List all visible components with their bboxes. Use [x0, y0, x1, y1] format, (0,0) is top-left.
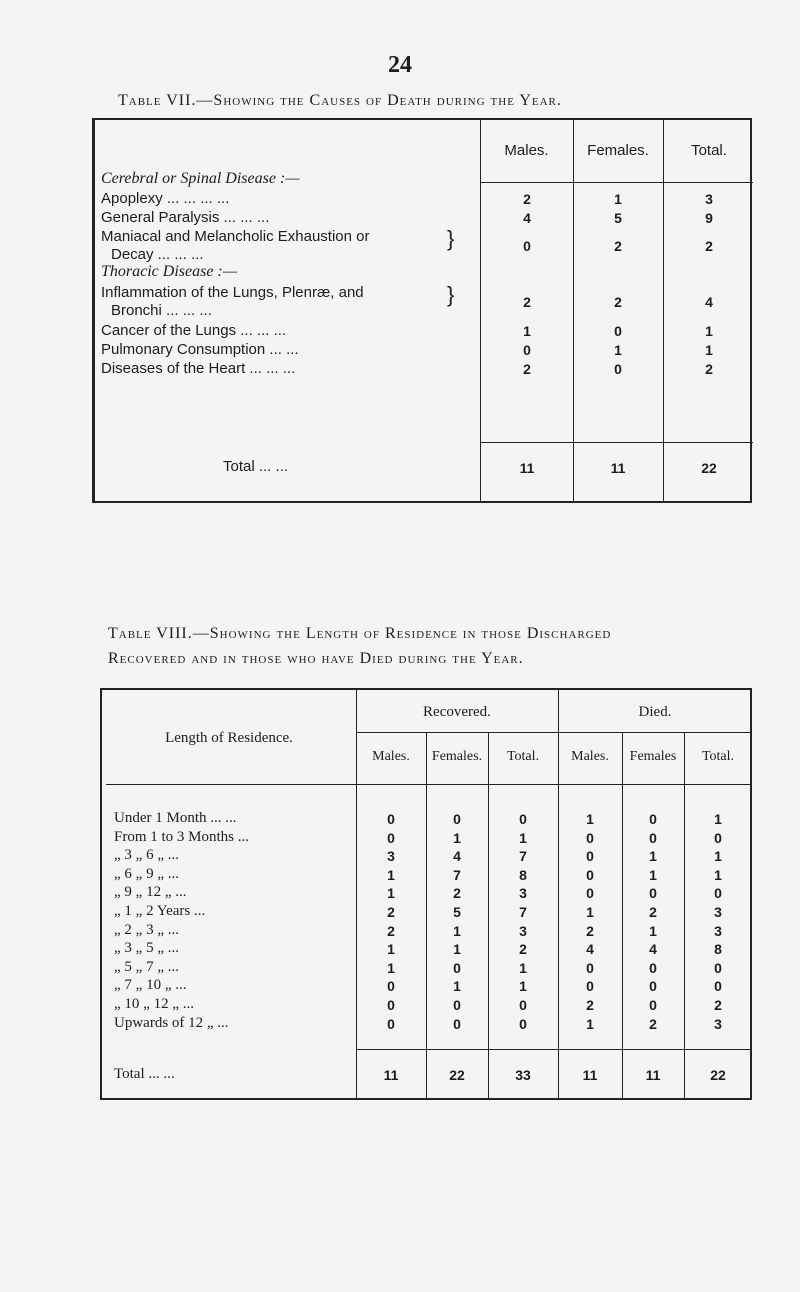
value-males: 4: [523, 210, 531, 226]
subheader-rec-total: Total.: [506, 749, 540, 764]
table8-row-value: 7: [519, 904, 527, 920]
table8-row-value: 2: [387, 922, 395, 939]
value-males: 2: [523, 294, 531, 310]
table8-row-value: 1: [714, 811, 722, 827]
table8-row-value: 0: [586, 885, 594, 902]
table7-header-males: Males.: [504, 142, 549, 159]
table8-row-value: 1: [586, 811, 594, 827]
table8-row-value: 2: [649, 904, 657, 920]
total-males: 11: [519, 460, 535, 476]
table8-row-value: 1: [453, 941, 461, 958]
table8-row-value: 4: [586, 941, 594, 958]
table8-row-label: „ 1 „ 2 Years ...: [114, 903, 206, 919]
table8-row-value: 0: [649, 885, 657, 902]
table8-row-value: 1: [519, 959, 527, 976]
table8-row-value: 1: [519, 829, 527, 846]
table8-row-value: 0: [387, 811, 395, 827]
section-thoracic: Thoracic Disease :—: [101, 263, 237, 280]
table8-row-value: 0: [519, 811, 527, 827]
total-females: 11: [610, 460, 626, 476]
table8-row-value: 1: [586, 1015, 594, 1032]
row-label: Maniacal and Melancholic Exhaustion or: [101, 228, 370, 245]
table8-row-value: 1: [649, 848, 657, 865]
table8-row-label: „ 2 „ 3 „ ...: [114, 921, 179, 938]
table8-title-line1: Table VIII.—Showing the Length of Residence in those Discharged: [108, 625, 612, 642]
table8-row-value: 1: [453, 829, 461, 846]
value-males: 0: [523, 342, 531, 358]
value-females: 5: [614, 210, 622, 226]
table8-row-label: Under 1 Month ... ...: [114, 810, 237, 826]
table8-row-value: 0: [519, 997, 527, 1013]
row-label: General Paralysis ... ... ...: [101, 209, 270, 226]
value-total: 1: [705, 342, 713, 358]
table8-row-value: 7: [519, 848, 527, 865]
row-label: Apoplexy ... ... ... ...: [101, 190, 230, 207]
table8-row-value: 3: [519, 885, 527, 902]
table8-row-value: 3: [714, 904, 722, 920]
value-females: 2: [614, 294, 622, 310]
table8-total-value: 33: [515, 1067, 531, 1083]
value-total: 9: [705, 210, 713, 226]
table8-row-value: 0: [453, 1015, 461, 1032]
page-number: 24: [388, 52, 412, 78]
table8-row-value: 1: [453, 922, 461, 939]
table8-row-value: 7: [453, 866, 461, 883]
table8-row-value: 0: [453, 997, 461, 1013]
subheader-died-males: Males.: [571, 749, 609, 764]
value-females: 0: [614, 361, 622, 377]
table8-row-value: 1: [387, 941, 395, 958]
row-label-cont: Bronchi ... ... ...: [111, 302, 212, 319]
table8-row-value: 0: [387, 997, 395, 1013]
table8-row-value: 1: [387, 866, 395, 883]
table8-row-value: 0: [714, 885, 722, 902]
table7-title: Table VII.—Showing the Causes of Death during the Year.: [118, 92, 562, 109]
table8-row-value: 0: [714, 978, 722, 995]
table8-row-value: 3: [519, 922, 527, 939]
table8-row-value: 4: [649, 941, 657, 958]
value-males: 2: [523, 191, 531, 207]
table8-header-length: Length of Residence.: [165, 730, 293, 746]
table8-total-value: 11: [645, 1067, 661, 1083]
table8-header-recovered: Recovered.: [423, 704, 491, 720]
table8-row-value: 0: [387, 1015, 395, 1032]
table8-row-label: From 1 to 3 Months ...: [114, 828, 250, 845]
table8-row-value: 2: [714, 997, 722, 1013]
table8-row-value: 0: [586, 866, 594, 883]
table8-header-died: Died.: [638, 704, 672, 720]
table7: [92, 118, 752, 503]
table8-row-value: 0: [586, 978, 594, 995]
value-females: 2: [614, 238, 622, 254]
table8-row-value: 0: [387, 978, 395, 995]
table8-total-value: 11: [582, 1067, 598, 1083]
table8-row-value: 5: [453, 904, 461, 920]
table8-row-value: 0: [387, 829, 395, 846]
table8-row-label: Upwards of 12 „ ...: [114, 1014, 229, 1031]
table8-title-line2: Recovered and in those who have Died during the Year.: [108, 650, 524, 667]
table8-row-label: „ 5 „ 7 „ ...: [114, 958, 179, 975]
row-label: Diseases of the Heart ... ... ...: [101, 360, 296, 377]
table8-row-value: 1: [453, 978, 461, 995]
value-females: 1: [614, 342, 622, 358]
table8-row-value: 2: [519, 941, 527, 958]
row-label: Pulmonary Consumption ... ...: [101, 341, 299, 358]
table8-row-value: 1: [519, 978, 527, 995]
table8-row-value: 1: [586, 904, 594, 920]
table8-row-value: 3: [714, 1015, 722, 1032]
table8-total-value: 11: [383, 1067, 399, 1083]
table8-row-value: 1: [714, 866, 722, 883]
table8-row-value: 2: [649, 1015, 657, 1032]
table8-row-value: 0: [714, 959, 722, 976]
value-total: 2: [705, 361, 713, 377]
total-total: 22: [701, 460, 717, 476]
table8-row-value: 8: [714, 941, 722, 958]
value-total: 1: [705, 323, 713, 339]
table8-row-label: „ 9 „ 12 „ ...: [114, 884, 187, 901]
row-label: Inflammation of the Lungs, Plenræ, and: [101, 284, 364, 301]
table8-row-value: 0: [586, 959, 594, 976]
table8-row-value: 2: [586, 922, 594, 939]
table8-row-value: 0: [586, 848, 594, 865]
table8-row-value: 4: [453, 848, 461, 865]
table8-row-value: 2: [387, 904, 395, 920]
table8-row-value: 0: [649, 959, 657, 976]
table8-total-value: 22: [710, 1067, 726, 1083]
table8-total-label: Total ... ...: [114, 1066, 175, 1082]
table8-row-value: 0: [519, 1015, 527, 1032]
subheader-died-females: Females: [629, 749, 677, 764]
value-total: 3: [705, 191, 713, 207]
table8-row-value: 0: [714, 829, 722, 846]
value-females: 0: [614, 323, 622, 339]
table8-row-label: „ 7 „ 10 „ ...: [114, 977, 187, 994]
subheader-rec-females: Females.: [431, 749, 483, 764]
value-total: 2: [705, 238, 713, 254]
table8-row-label: „ 6 „ 9 „ ...: [114, 865, 179, 882]
value-males: 0: [523, 238, 531, 254]
table8-row-value: 1: [387, 959, 395, 976]
table8-row-value: 3: [714, 922, 722, 939]
table8-total-value: 22: [449, 1067, 465, 1083]
table8-row-value: 0: [649, 829, 657, 846]
table7-header-total: Total.: [691, 142, 727, 159]
total-label: Total ... ...: [223, 458, 289, 475]
table8-row-value: 0: [586, 829, 594, 846]
table8-row-label: „ 3 „ 5 „ ...: [114, 940, 179, 957]
table8-row-value: 0: [453, 959, 461, 976]
brace-icon: }: [447, 226, 455, 251]
value-total: 4: [705, 294, 713, 310]
table8-row-label: „ 3 „ 6 „ ...: [114, 847, 179, 864]
value-females: 1: [614, 191, 622, 207]
table8-row-value: 3: [387, 848, 395, 865]
row-label-cont: Decay ... ... ...: [111, 246, 204, 263]
value-males: 2: [523, 361, 531, 377]
table8-row-value: 8: [519, 866, 527, 883]
table8-row-value: 0: [453, 811, 461, 827]
subheader-rec-males: Males.: [372, 749, 410, 764]
value-males: 1: [523, 323, 531, 339]
subheader-died-total: Total.: [701, 749, 735, 764]
row-label: Cancer of the Lungs ... ... ...: [101, 322, 287, 339]
table8-row-value: 2: [453, 885, 461, 902]
table8: [100, 688, 752, 1100]
table8-row-value: 0: [649, 811, 657, 827]
table8-row-value: 1: [387, 885, 395, 902]
section-cerebral: Cerebral or Spinal Disease :—: [101, 170, 300, 187]
table7-header-females: Females.: [587, 142, 649, 159]
brace-icon: }: [447, 282, 455, 307]
table8-row-value: 1: [649, 866, 657, 883]
table8-row-value: 0: [649, 997, 657, 1013]
table8-row-value: 1: [649, 922, 657, 939]
table8-row-value: 0: [649, 978, 657, 995]
table8-row-value: 2: [586, 997, 594, 1013]
table8-row-label: „ 10 „ 12 „ ...: [114, 996, 194, 1012]
table8-row-value: 1: [714, 848, 722, 865]
